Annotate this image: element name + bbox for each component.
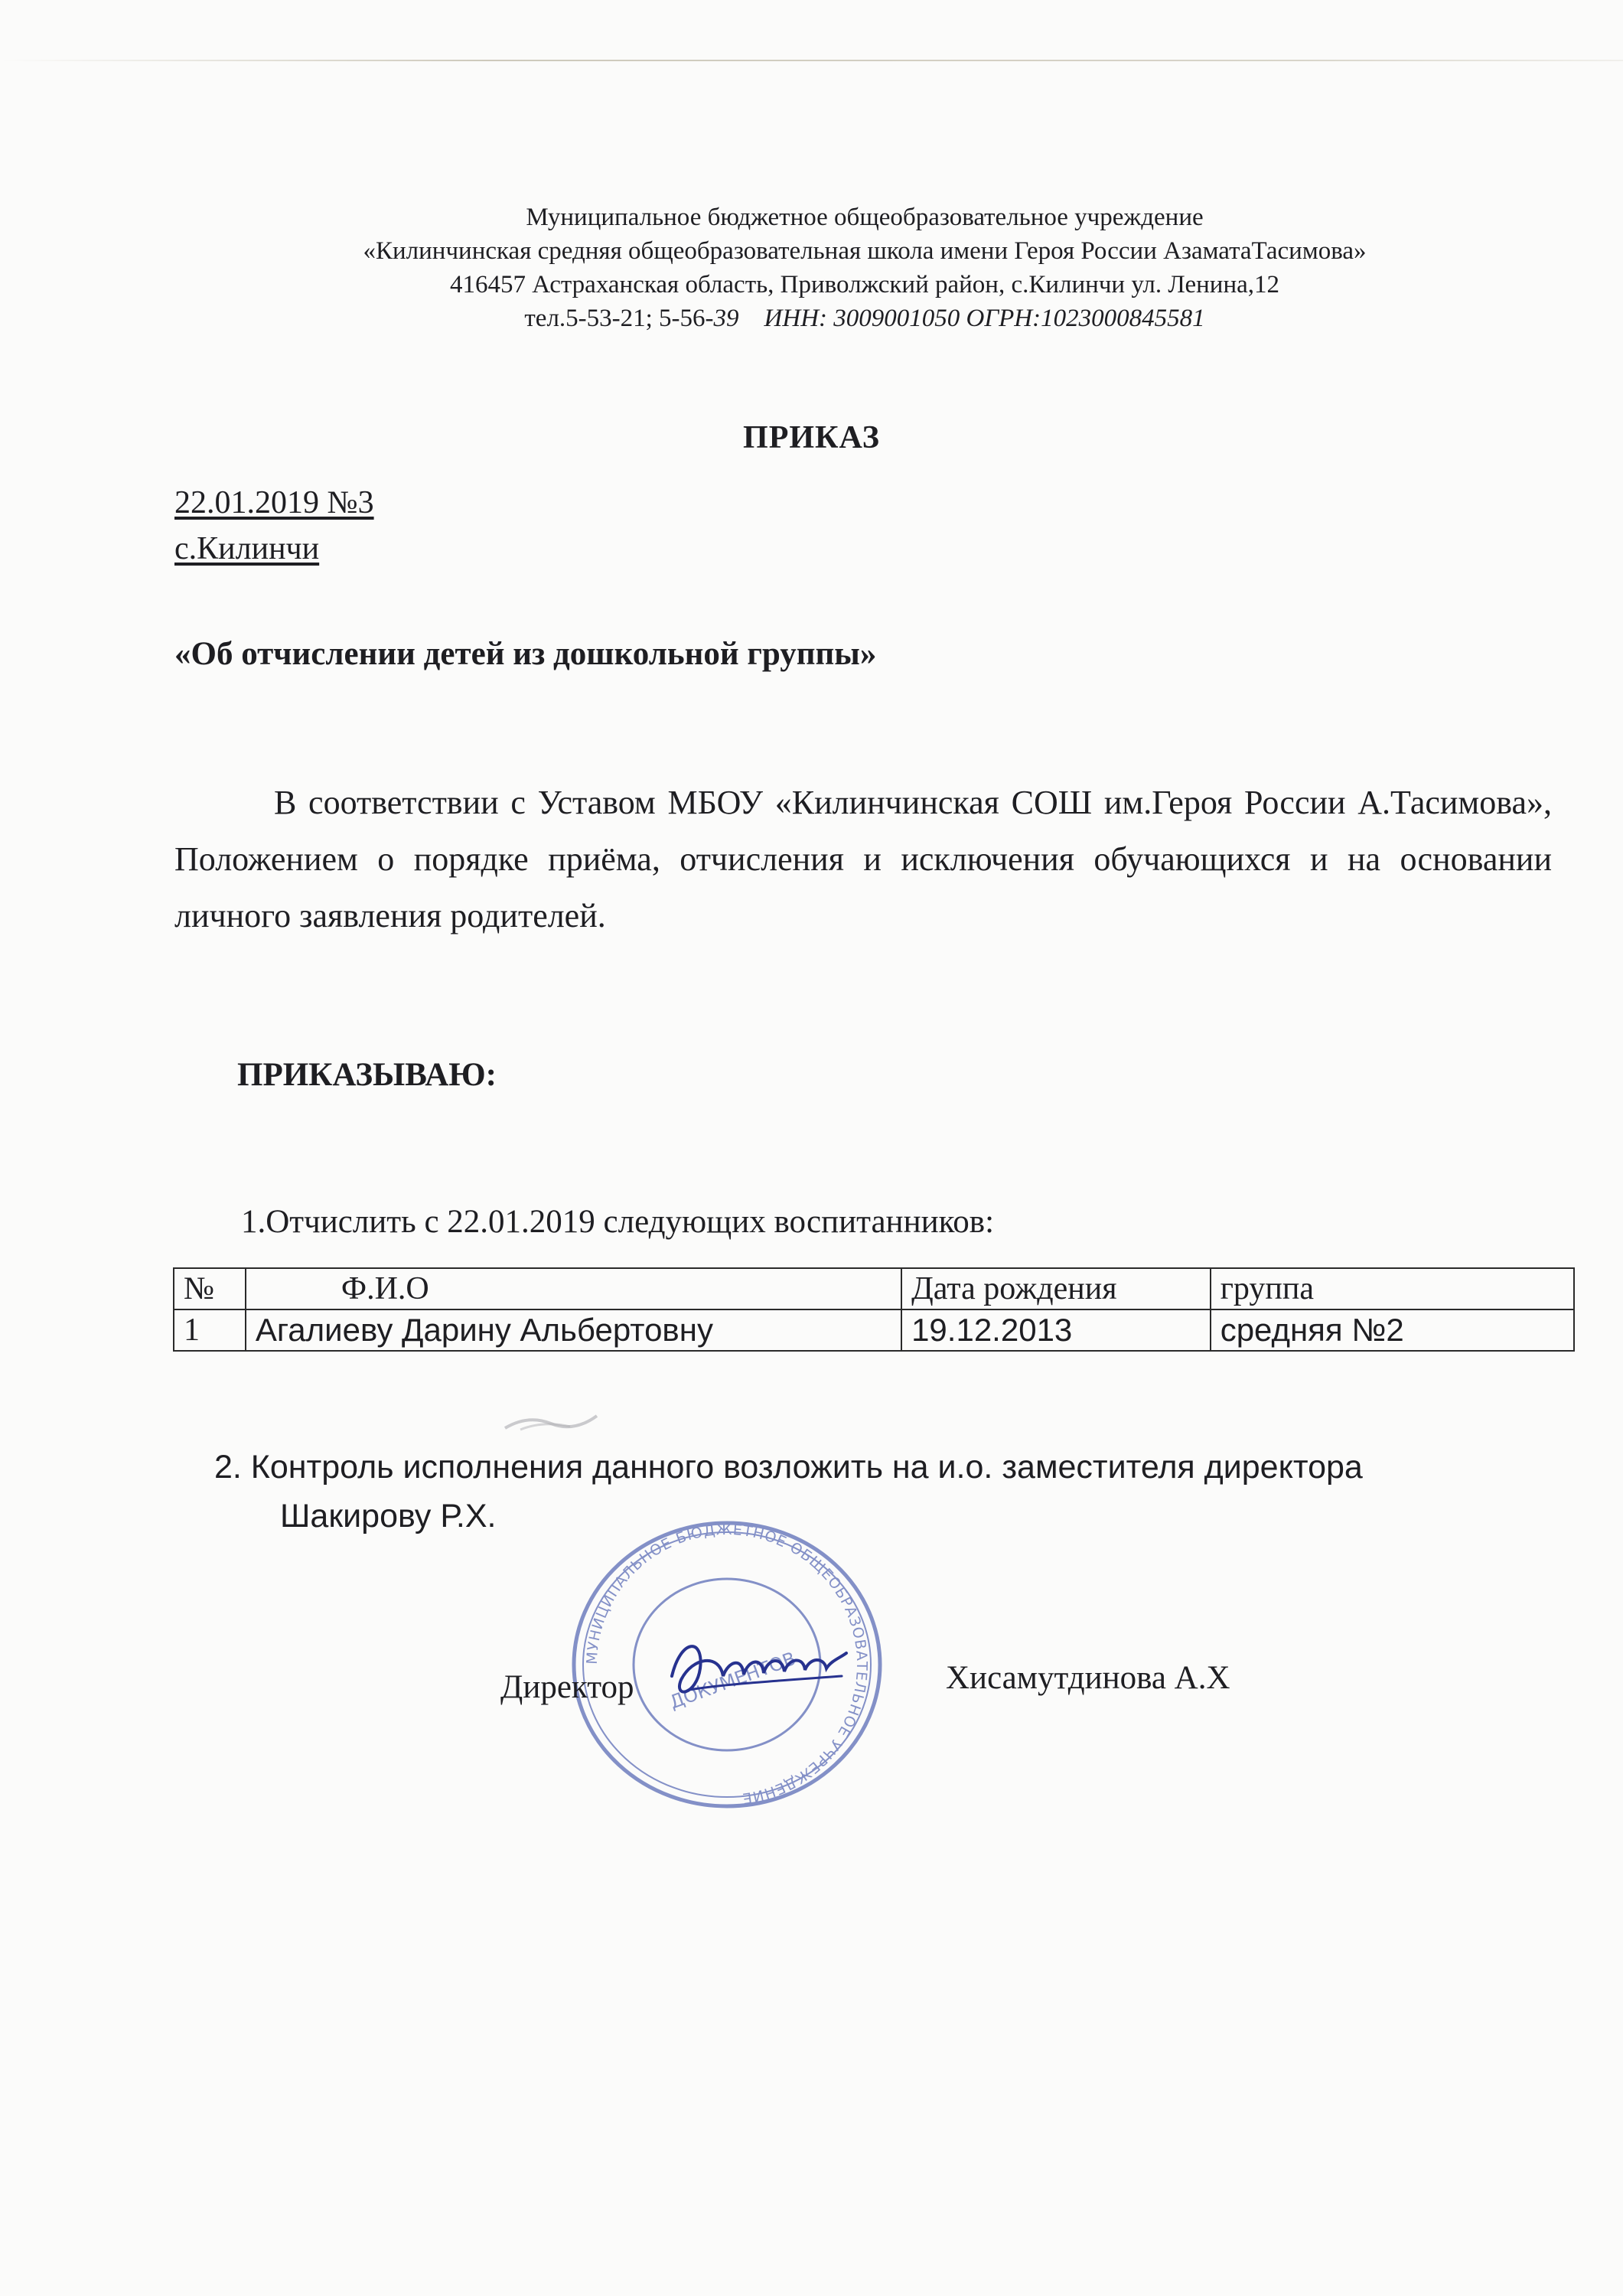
director-name: Хисамутдинова А.Х <box>946 1660 1230 1696</box>
document-meta <box>174 480 374 572</box>
director-role: Директор <box>500 1669 634 1705</box>
order-item-2-line-2: Шакирову Р.Х. <box>280 1498 497 1534</box>
place: с.Килинчи <box>174 531 320 566</box>
order-item-2-line-1: 2. Контроль исполнения данного возложить на и.о. заместителя директора <box>214 1449 1363 1486</box>
order-word: ПРИКАЗЫВАЮ: <box>237 1057 497 1093</box>
document-title: ПРИКАЗ <box>743 420 880 455</box>
handwritten-signature <box>658 1623 857 1714</box>
cell-number: 1 <box>174 1309 246 1351</box>
pupils-table <box>173 1267 1575 1352</box>
letterhead-line-3: 416457 Астраханская область, Приволжский район, с.Килинчи ул. Ленина,12 <box>449 271 1280 298</box>
cell-birthdate: 19.12.2013 <box>901 1309 1211 1351</box>
letterhead <box>230 201 1500 335</box>
order-item-1: 1.Отчислить с 22.01.2019 следующих воспитанников: <box>241 1204 995 1240</box>
cell-fio: Агалиеву Дарину Альбертовну <box>246 1309 901 1351</box>
preamble-paragraph: В соответствии с Уставом МБОУ «Килинчинская СОШ им.Героя России А.Тасимова», Положением о порядке приёма, отчисления и исключения обучающихся и на основании личного заявления родителей. <box>174 784 1552 934</box>
page-edge-rule <box>0 60 1623 61</box>
seal-outer-text: МУНИЦИПАЛЬНОЕ БЮДЖЕТНОЕ ОБЩЕОБРАЗОВАТЕЛЬНОЕ УЧРЕЖДЕНИЕ <box>583 1521 871 1807</box>
letterhead-phone: тел.5-53-21; 5-56- <box>524 305 714 332</box>
letterhead-ids: ИНН: 3009001050 ОГРН:1023000845581 <box>764 305 1205 332</box>
letterhead-line-4 <box>230 302 1500 335</box>
letterhead-line-2: «Килинчинская средняя общеобразовательная школа имени Героя России АзаматаТасимова» <box>363 237 1367 265</box>
letterhead-line-1: Муниципальное бюджетное общеобразовательное учреждение <box>526 204 1204 231</box>
table-row <box>174 1309 1574 1351</box>
header-birthdate: Дата рождения <box>901 1268 1211 1309</box>
table-header-row <box>174 1268 1574 1309</box>
header-number: № <box>174 1268 246 1309</box>
date-number: 22.01.2019 №3 <box>174 485 374 520</box>
seal-inner-text: ДОКУМЕНТОВ <box>666 1647 799 1714</box>
order-subject: «Об отчислении детей из дошкольной группы» <box>174 636 877 672</box>
ink-smudge <box>497 1407 605 1437</box>
letterhead-phone-suffix: 39 <box>713 305 739 332</box>
header-group: группа <box>1211 1268 1574 1309</box>
header-fio: Ф.И.О <box>246 1268 901 1309</box>
cell-group: средняя №2 <box>1211 1309 1574 1351</box>
